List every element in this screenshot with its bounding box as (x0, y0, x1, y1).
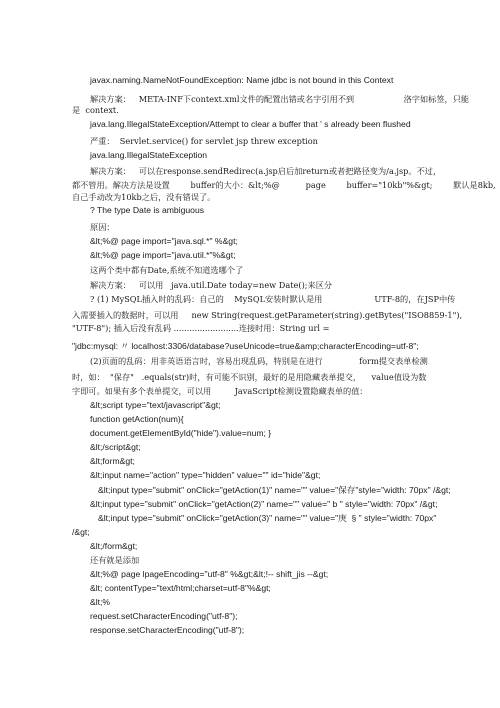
text-line: &lt;/form&gt; (90, 541, 138, 551)
text-line: &lt;form&gt; (90, 456, 135, 466)
text-line: 入需要插入的数据时，可以用 new String(request.getParameter(string).getBytes("ISO8859-1"), (72, 310, 463, 320)
text-line: &lt; contentType="text/html;charset=utf-8"%&gt; (90, 583, 271, 593)
text-line: 原因： (90, 222, 115, 232)
text-line: ? The type Date is ambiguous (90, 205, 205, 215)
text-line: 严重： Servlet.service() for servlet jsp threw exception (90, 136, 318, 146)
text-line: document.getElementById("hide").value=num; } (90, 428, 272, 438)
text-line: /&gt; (72, 527, 90, 537)
text-line: 是 context. (72, 105, 119, 115)
text-line: javax.naming.NameNotFoundException: Name jdbc is not bound in this Context (90, 75, 394, 85)
text-line: 时，如： "保存" .equals(str)时，有可能不识别，最好的是用隐藏表单提交， value值设为数 (72, 372, 427, 382)
text-line: (2)页面的乱码：用非英语语言时，容易出现乱码，特别是在进行 form提交表单检测 (90, 356, 428, 366)
text-line: &lt;/script&gt; (90, 442, 141, 452)
text-line: &lt;input type="submit" onClick="getAction(3)" name="" value="庚 § " style="width: 70px" (98, 513, 437, 523)
text-line: 都不管用。解决方法是设置 buffer的大小：&lt;%@ page buffer="10kb"%&gt; 默认是8kb, (72, 180, 496, 190)
text-line: 还有就是添加 (90, 555, 140, 565)
text-line: "UTF-8"); 插入后没有乱码 .........................连接时用：String url = (72, 323, 330, 333)
text-line: "jdbc:mysql: 〃 localhost:3306/database?useUnicode=true&amp;characterEncoding=utf-8"; (72, 341, 419, 351)
text-line: 自己手动改为10kb之后，没有错误了。 (72, 192, 216, 202)
text-line: 解决方案： 可以用 java.util.Date today=new Date();来区分 (90, 280, 333, 290)
text-line: 解决方案： 可以在response.sendRedirec(a.jsp启后加return或者把路径变为/a.jsp。不过， (90, 166, 442, 176)
text-line: &lt;input type="submit" onClick="getAction(2)" name="" value=" b " style="width: 70px" /&gt; (90, 499, 438, 509)
text-line: &lt;input type="submit" onClick="getAction(1)" name="" value="保存"style="width: 70px" /&gt; (98, 485, 451, 495)
text-line: function getAction(num){ (90, 414, 184, 424)
text-line: 这两个类中都有Date,系统不知道选哪个了 (90, 265, 244, 275)
text-line: java.lang.IllegalStateException (90, 150, 208, 160)
text-line: &lt;%@ page import="java.sql.*" %&gt; (90, 236, 238, 246)
text-line: 解决方案： META-INF下context.xml文件的配置出错或名字引用不到 洛字如标签，只能 (90, 94, 470, 104)
text-line: request.setCharacterEncoding("utf-8"); (90, 611, 238, 621)
text-line: ? (1) MySQL插入时的乱码：自己的 MySQL安装时默认是用 UTF-8的，在JSP中传 (90, 294, 456, 304)
text-line: java.lang.IllegalStateException/Attempt to clear a buffer that ' s already been flushed (90, 119, 411, 129)
text-line: response.setCharacterEncoding("utf-8"); (90, 625, 245, 635)
text-line: &lt;%@ page import="java.util.*"%&gt; (90, 250, 236, 260)
text-line: &lt;% (90, 597, 111, 607)
text-line: &lt;script type="text/javascript"&gt; (90, 400, 221, 410)
text-line: &lt;%@ page lpageEncoding="utf-8" %&gt;&lt;!-- shift_jis --&gt; (90, 569, 329, 579)
text-line: &lt;input name="action" type="hidden" value="" id="hide"&gt; (90, 470, 321, 480)
text-line: 字即可。如果有多个表单提交，可以用 JavaScript检测设置隐藏表单的值： (72, 386, 368, 396)
